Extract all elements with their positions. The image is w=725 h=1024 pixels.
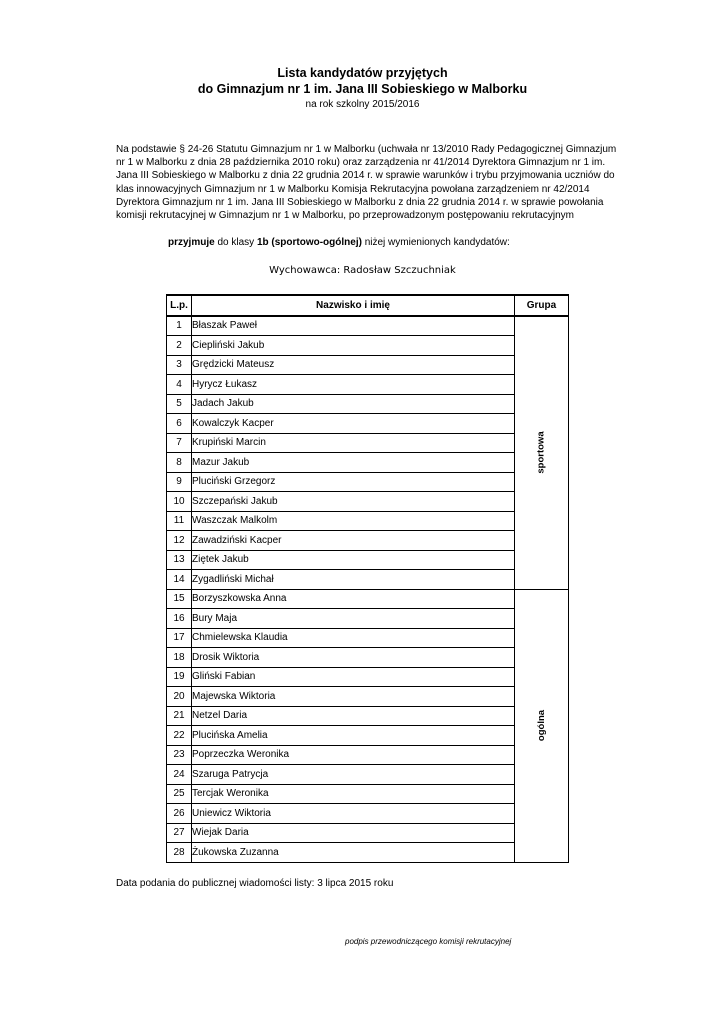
- table-row: [167, 531, 569, 551]
- table-header-row: [167, 295, 569, 316]
- candidate-name: Mazur Jakub: [192, 453, 515, 473]
- row-number: 12: [167, 531, 192, 551]
- candidate-name: Wiejak Daria: [192, 823, 515, 843]
- candidate-name: Borzyszkowska Anna: [192, 589, 515, 609]
- column-header-lp: L.p.: [167, 295, 192, 316]
- table-row: [167, 823, 569, 843]
- row-number: 7: [167, 433, 192, 453]
- row-number: 6: [167, 414, 192, 434]
- candidate-name: Tercjak Weronika: [192, 784, 515, 804]
- school-year: na rok szkolny 2015/2016: [305, 99, 420, 110]
- candidate-name: Krupiński Marcin: [192, 433, 515, 453]
- table-row: [167, 784, 569, 804]
- table-row: [167, 394, 569, 414]
- table-row: [167, 628, 569, 648]
- row-number: 25: [167, 784, 192, 804]
- group-cell: [515, 316, 569, 590]
- table-row: [167, 667, 569, 687]
- row-number: 2: [167, 336, 192, 356]
- candidate-name: Ziętek Jakub: [192, 550, 515, 570]
- candidate-name: Gliński Fabian: [192, 667, 515, 687]
- document-title: Lista kandydatów przyjętych: [277, 66, 448, 80]
- candidate-name: Netzel Daria: [192, 706, 515, 726]
- row-number: 23: [167, 745, 192, 765]
- candidate-name: Poprzeczka Weronika: [192, 745, 515, 765]
- group-label: ogólna: [535, 709, 547, 742]
- candidate-name: Szaruga Patrycja: [192, 765, 515, 785]
- acceptance-text-1: do klasy: [214, 237, 257, 248]
- row-number: 13: [167, 550, 192, 570]
- acceptance-statement: [168, 237, 510, 248]
- table-row: [167, 472, 569, 492]
- table-row: [167, 433, 569, 453]
- row-number: 4: [167, 375, 192, 395]
- table-row: [167, 706, 569, 726]
- acceptance-verb: przyjmuje: [168, 237, 215, 248]
- row-number: 26: [167, 804, 192, 824]
- homeroom-teacher: Wychowawca: Radosław Szczuchniak: [269, 265, 456, 276]
- signature-caption: podpis przewodniczącego komisji rekrutacyjnej: [345, 937, 512, 946]
- table-row: [167, 589, 569, 609]
- row-number: 9: [167, 472, 192, 492]
- candidate-name: Zawadziński Kacper: [192, 531, 515, 551]
- candidate-name: Chmielewska Klaudia: [192, 628, 515, 648]
- publication-date: Data podania do publicznej wiadomości listy: 3 lipca 2015 roku: [116, 878, 394, 889]
- candidate-name: Grędzicki Mateusz: [192, 355, 515, 375]
- row-number: 28: [167, 843, 192, 863]
- candidate-name: Kowalczyk Kacper: [192, 414, 515, 434]
- row-number: 8: [167, 453, 192, 473]
- candidate-name: Waszczak Malkolm: [192, 511, 515, 531]
- row-number: 18: [167, 648, 192, 668]
- legal-basis-paragraph: Na podstawie § 24-26 Statutu Gimnazjum nr 1 w Malborku (uchwała nr 13/2010 Rady Pedagogicznej Gimnazjum nr 1 w Malborku z dnia 28 października 2010 roku) oraz zarządzenia nr 41/2014 Dyrektora Gimnazjum nr 1 im. Jana III Sobieskiego w Malborku z dnia 22 grudnia 2014 r. w sprawie warunków i trybu przyjmowania uczniów do klas innowacyjnych Gimnazjum nr 1 w Malborku Komisja Rekrutacyjna powołana zarządzeniem nr 42/2014 Dyrektora Gimnazjum nr 1 im. Jana III Sobieskiego w Malborku z dnia 22 grudnia 2014 r. w sprawie powołania komisji rekrutacyjnej w Gimnazjum nr 1 w Malborku, po przeprowadzonym postępowaniu rekrutacyjnym: [116, 144, 617, 222]
- table-row: [167, 316, 569, 336]
- school-name: do Gimnazjum nr 1 im. Jana III Sobieskiego w Malborku: [197, 82, 528, 96]
- table-row: [167, 336, 569, 356]
- row-number: 3: [167, 355, 192, 375]
- candidate-name: Uniewicz Wiktoria: [192, 804, 515, 824]
- row-number: 16: [167, 609, 192, 629]
- row-number: 27: [167, 823, 192, 843]
- candidate-name: Jadach Jakub: [192, 394, 515, 414]
- row-number: 14: [167, 570, 192, 590]
- table-row: [167, 745, 569, 765]
- candidate-name: Drosik Wiktoria: [192, 648, 515, 668]
- group-cell: [515, 589, 569, 862]
- table-row: [167, 570, 569, 590]
- candidate-name: Plucińska Amelia: [192, 726, 515, 746]
- row-number: 5: [167, 394, 192, 414]
- table-row: [167, 765, 569, 785]
- candidate-name: Hyrycz Łukasz: [192, 375, 515, 395]
- row-number: 24: [167, 765, 192, 785]
- row-number: 21: [167, 706, 192, 726]
- row-number: 15: [167, 589, 192, 609]
- candidate-name: Szczepański Jakub: [192, 492, 515, 512]
- class-name: 1b (sportowo-ogólnej): [256, 237, 362, 248]
- table-row: [167, 492, 569, 512]
- table-row: [167, 355, 569, 375]
- column-header-group: Grupa: [515, 295, 569, 316]
- candidate-name: Ciepliński Jakub: [192, 336, 515, 356]
- table-body: [167, 316, 569, 863]
- table-row: [167, 414, 569, 434]
- acceptance-text-2: niżej wymienionych kandydatów:: [361, 237, 510, 248]
- candidate-name: Zygadliński Michał: [192, 570, 515, 590]
- table-row: [167, 453, 569, 473]
- column-header-name: Nazwisko i imię: [192, 295, 515, 316]
- table-row: [167, 726, 569, 746]
- row-number: 11: [167, 511, 192, 531]
- row-number: 17: [167, 628, 192, 648]
- table-row: [167, 511, 569, 531]
- row-number: 10: [167, 492, 192, 512]
- row-number: 1: [167, 316, 192, 336]
- row-number: 19: [167, 667, 192, 687]
- candidate-name: Pluciński Grzegorz: [192, 472, 515, 492]
- group-label: sportowa: [535, 431, 547, 474]
- table-row: [167, 843, 569, 863]
- table-row: [167, 804, 569, 824]
- candidates-table: [166, 294, 569, 863]
- candidate-name: Żukowska Zuzanna: [192, 843, 515, 863]
- candidate-name: Błaszak Paweł: [192, 316, 515, 336]
- candidate-name: Bury Maja: [192, 609, 515, 629]
- row-number: 20: [167, 687, 192, 707]
- candidate-name: Majewska Wiktoria: [192, 687, 515, 707]
- table-row: [167, 648, 569, 668]
- table-row: [167, 375, 569, 395]
- table-row: [167, 609, 569, 629]
- table-row: [167, 550, 569, 570]
- row-number: 22: [167, 726, 192, 746]
- table-row: [167, 687, 569, 707]
